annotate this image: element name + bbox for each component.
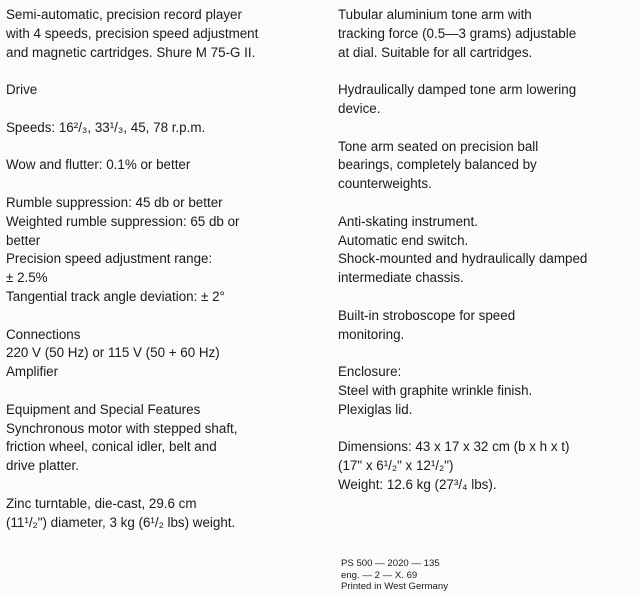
- print-reference-footer: [341, 558, 448, 593]
- text-line: monitoring.: [338, 326, 405, 342]
- text-line: Zinc turntable, die-cast, 29.6 cm: [6, 495, 197, 511]
- footer-line: PS 500 — 2020 — 135: [341, 558, 440, 569]
- lowering-device-paragraph: [338, 81, 638, 119]
- text-line: Automatic end switch.: [338, 232, 469, 248]
- enclosure-paragraph: [338, 363, 638, 419]
- text-line: Tubular aluminium tone arm with: [338, 7, 532, 22]
- text-line: Weight: 12.6 kg (27³/₄ lbs).: [338, 476, 497, 492]
- text-line: Drive: [6, 82, 38, 98]
- left-column: [6, 6, 324, 551]
- rumble-paragraph: [6, 194, 324, 307]
- text-line: Equipment and Special Features: [6, 401, 201, 417]
- intro-paragraph: [6, 6, 324, 62]
- text-line: friction wheel, conical idler, belt and: [6, 439, 217, 455]
- right-column: [338, 6, 638, 514]
- text-line: Anti-skating instrument.: [338, 213, 478, 229]
- tone-arm-paragraph: [338, 6, 638, 62]
- text-line: Built-in stroboscope for speed: [338, 307, 516, 323]
- text-line: Connections: [6, 326, 81, 342]
- text-line: Dimensions: 43 x 17 x 32 cm (b x h x t): [338, 439, 570, 455]
- text-line: Speeds: 16²/₃, 33¹/₃, 45, 78 r.p.m.: [6, 119, 206, 135]
- text-line: device.: [338, 100, 381, 116]
- text-line: and magnetic cartridges. Shure M 75-G II.: [6, 44, 256, 60]
- text-line: Plexiglas lid.: [338, 401, 413, 417]
- drive-heading: [6, 81, 324, 100]
- text-line: Weighted rumble suppression: 65 db or: [6, 213, 240, 229]
- text-line: at dial. Suitable for all cartridges.: [338, 44, 533, 60]
- stroboscope-paragraph: [338, 307, 638, 345]
- text-line: tracking force (0.5—3 grams) adjustable: [338, 25, 577, 41]
- text-line: bearings, completely balanced by: [338, 157, 537, 173]
- speeds-paragraph: [6, 119, 324, 138]
- wow-flutter-paragraph: [6, 156, 324, 175]
- text-line: Synchronous motor with stepped shaft,: [6, 420, 238, 436]
- text-line: Amplifier: [6, 364, 59, 380]
- text-line: Semi-automatic, precision record player: [6, 7, 242, 22]
- text-line: Steel with graphite wrinkle finish.: [338, 382, 533, 398]
- footer-line: eng. — 2 — X. 69: [341, 569, 418, 581]
- text-line: Rumble suppression: 45 db or better: [6, 194, 223, 210]
- equipment-paragraph: [6, 401, 324, 476]
- text-line: counterweights.: [338, 176, 432, 192]
- text-line: drive platter.: [6, 458, 79, 474]
- footer-line: Printed in West Germany: [341, 581, 448, 592]
- text-line: with 4 speeds, precision speed adjustment: [6, 25, 259, 41]
- anti-skating-paragraph: [338, 213, 638, 288]
- text-line: 220 V (50 Hz) or 115 V (50 + 60 Hz): [6, 345, 220, 361]
- text-line: intermediate chassis.: [338, 270, 464, 286]
- text-line: Tone arm seated on precision ball: [338, 138, 539, 154]
- connections-paragraph: [6, 326, 324, 382]
- text-line: ± 2.5%: [6, 270, 48, 286]
- text-line: better: [6, 232, 41, 248]
- text-line: Shock-mounted and hydraulically damped: [338, 251, 588, 267]
- text-line: Precision speed adjustment range:: [6, 251, 213, 267]
- text-line: Enclosure:: [338, 364, 402, 380]
- turntable-paragraph: [6, 495, 324, 533]
- dimensions-paragraph: [338, 438, 638, 494]
- text-line: Wow and flutter: 0.1% or better: [6, 157, 191, 173]
- text-line: (11¹/₂") diameter, 3 kg (6¹/₂ lbs) weight.: [6, 514, 236, 530]
- text-line: Tangential track angle deviation: ± 2°: [6, 288, 225, 304]
- text-line: (17" x 6¹/₂" x 12¹/₂"): [338, 458, 454, 474]
- bearings-paragraph: [338, 138, 638, 194]
- text-line: Hydraulically damped tone arm lowering: [338, 82, 577, 98]
